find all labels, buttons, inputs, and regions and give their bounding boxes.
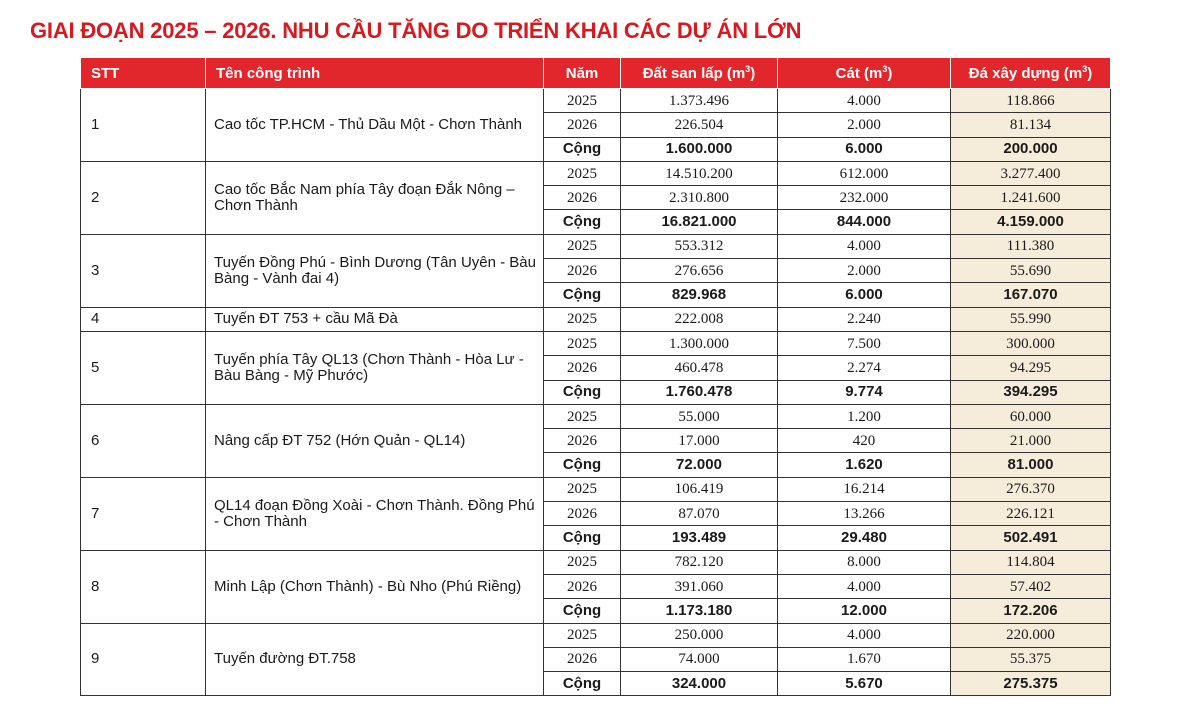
cell-stt: 8 — [81, 550, 206, 623]
cell-year: 2026 — [544, 574, 621, 598]
cell-sand: 2.240 — [778, 307, 951, 331]
cell-stone: 55.990 — [951, 307, 1111, 331]
header-stone: Đá xây dựng $(m^3)$ — [951, 58, 1111, 89]
cell-sand: 612.000 — [778, 161, 951, 185]
cell-stone: 4.159.000 — [951, 210, 1111, 234]
cell-stone: 276.370 — [951, 477, 1111, 501]
header-sand: Cát $(m^3)$ — [778, 58, 951, 89]
cell-project-name: Nâng cấp ĐT 752 (Hớn Quản - QL14) — [206, 404, 544, 477]
cell-fill: 829.968 — [621, 283, 778, 307]
cell-stone: 167.070 — [951, 283, 1111, 307]
cell-fill: 276.656 — [621, 259, 778, 283]
cell-year: Cộng — [544, 672, 621, 696]
page-title: GIAI ĐOẠN 2025 – 2026. NHU CẦU TĂNG DO TRIỂN KHAI CÁC DỰ ÁN LỚN — [30, 18, 802, 43]
cell-stone: 3.277.400 — [951, 161, 1111, 185]
cell-sand: 2.274 — [778, 356, 951, 380]
header-name: Tên công trình — [206, 58, 544, 89]
cell-sand: 1.620 — [778, 453, 951, 477]
cell-fill: 324.000 — [621, 672, 778, 696]
table-row — [81, 623, 1111, 647]
cell-year: Cộng — [544, 380, 621, 404]
cell-fill: 1.373.496 — [621, 89, 778, 113]
table-row — [81, 161, 1111, 185]
cell-fill: 2.310.800 — [621, 186, 778, 210]
cell-stt: 3 — [81, 234, 206, 307]
cell-fill: 14.510.200 — [621, 161, 778, 185]
cell-fill: 553.312 — [621, 234, 778, 258]
cell-sand: 12.000 — [778, 599, 951, 623]
cell-year: Cộng — [544, 283, 621, 307]
cell-sand: 4.000 — [778, 574, 951, 598]
cell-stone: 57.402 — [951, 574, 1111, 598]
cell-stone: 275.375 — [951, 672, 1111, 696]
cell-stone: 114.804 — [951, 550, 1111, 574]
header-year: Năm — [544, 58, 621, 89]
cell-fill: 1.600.000 — [621, 137, 778, 161]
cell-stone: 502.491 — [951, 526, 1111, 550]
cell-stone: 226.121 — [951, 502, 1111, 526]
cell-stone: 55.375 — [951, 647, 1111, 671]
cell-sand: 6.000 — [778, 137, 951, 161]
cell-year: 2026 — [544, 356, 621, 380]
cell-project-name: Cao tốc Bắc Nam phía Tây đoạn Đắk Nông – Chơn Thành — [206, 161, 544, 234]
cell-sand: 7.500 — [778, 331, 951, 355]
cell-stone: 300.000 — [951, 331, 1111, 355]
cell-fill: 193.489 — [621, 526, 778, 550]
cell-stt: 2 — [81, 161, 206, 234]
header-stt: STT — [81, 58, 206, 89]
cell-fill: 1.300.000 — [621, 331, 778, 355]
cell-year: 2025 — [544, 161, 621, 185]
cell-year: 2026 — [544, 502, 621, 526]
cell-stone: 94.295 — [951, 356, 1111, 380]
table-row — [81, 234, 1111, 258]
cell-year: 2025 — [544, 331, 621, 355]
cell-fill: 55.000 — [621, 404, 778, 428]
table-row — [81, 550, 1111, 574]
cell-sand: 4.000 — [778, 89, 951, 113]
cell-project-name: Tuyến Đồng Phú - Bình Dương (Tân Uyên - Bàu Bàng - Vành đai 4) — [206, 234, 544, 307]
cell-sand: 2.000 — [778, 259, 951, 283]
table-row — [81, 307, 1111, 331]
cell-year: 2025 — [544, 623, 621, 647]
cell-project-name: Tuyến đường ĐT.758 — [206, 623, 544, 696]
cell-sand: 5.670 — [778, 672, 951, 696]
cell-fill: 250.000 — [621, 623, 778, 647]
cell-sand: 8.000 — [778, 550, 951, 574]
cell-stone: 55.690 — [951, 259, 1111, 283]
cell-fill: 460.478 — [621, 356, 778, 380]
cell-fill: 106.419 — [621, 477, 778, 501]
cell-fill: 1.173.180 — [621, 599, 778, 623]
cell-project-name: Cao tốc TP.HCM - Thủ Dầu Một - Chơn Thành — [206, 89, 544, 162]
cell-fill: 222.008 — [621, 307, 778, 331]
cell-stone: 118.866 — [951, 89, 1111, 113]
cell-stone: 60.000 — [951, 404, 1111, 428]
cell-stone: 200.000 — [951, 137, 1111, 161]
cell-year: Cộng — [544, 137, 621, 161]
header-fill: Đất san lấp $(m^3)$ — [621, 58, 778, 89]
cell-project-name: Tuyến phía Tây QL13 (Chơn Thành - Hòa Lư - Bàu Bàng - Mỹ Phước) — [206, 331, 544, 404]
cell-fill: 1.760.478 — [621, 380, 778, 404]
cell-sand: 844.000 — [778, 210, 951, 234]
cell-sand: 29.480 — [778, 526, 951, 550]
cell-fill: 17.000 — [621, 429, 778, 453]
cell-sand: 9.774 — [778, 380, 951, 404]
cell-year: 2025 — [544, 307, 621, 331]
cell-stone: 111.380 — [951, 234, 1111, 258]
cell-fill: 782.120 — [621, 550, 778, 574]
cell-year: 2026 — [544, 186, 621, 210]
cell-project-name: Tuyến ĐT 753 + cầu Mã Đà — [206, 307, 544, 331]
cell-year: 2025 — [544, 477, 621, 501]
cell-year: 2026 — [544, 647, 621, 671]
cell-fill: 16.821.000 — [621, 210, 778, 234]
cell-project-name: QL14 đoạn Đồng Xoài - Chơn Thành. Đồng Phú - Chơn Thành — [206, 477, 544, 550]
cell-stt: 7 — [81, 477, 206, 550]
cell-stone: 172.206 — [951, 599, 1111, 623]
cell-stt: 9 — [81, 623, 206, 696]
table-row — [81, 477, 1111, 501]
cell-sand: 6.000 — [778, 283, 951, 307]
cell-project-name: Minh Lập (Chơn Thành) - Bù Nho (Phú Riềng) — [206, 550, 544, 623]
cell-year: 2025 — [544, 89, 621, 113]
cell-fill: 72.000 — [621, 453, 778, 477]
cell-stone: 394.295 — [951, 380, 1111, 404]
cell-fill: 226.504 — [621, 113, 778, 137]
cell-year: Cộng — [544, 210, 621, 234]
cell-stt: 1 — [81, 89, 206, 162]
cell-year: 2026 — [544, 429, 621, 453]
cell-sand: 13.266 — [778, 502, 951, 526]
cell-year: 2026 — [544, 259, 621, 283]
cell-stone: 81.134 — [951, 113, 1111, 137]
cell-sand: 1.670 — [778, 647, 951, 671]
cell-fill: 391.060 — [621, 574, 778, 598]
table-row — [81, 331, 1111, 355]
table-row — [81, 404, 1111, 428]
cell-sand: 4.000 — [778, 623, 951, 647]
cell-year: Cộng — [544, 526, 621, 550]
cell-year: Cộng — [544, 599, 621, 623]
cell-fill: 87.070 — [621, 502, 778, 526]
cell-year: 2025 — [544, 550, 621, 574]
cell-sand: 4.000 — [778, 234, 951, 258]
cell-year: 2025 — [544, 234, 621, 258]
cell-stt: 4 — [81, 307, 206, 331]
table-body — [81, 89, 1111, 696]
cell-stt: 5 — [81, 331, 206, 404]
cell-stone: 1.241.600 — [951, 186, 1111, 210]
cell-sand: 420 — [778, 429, 951, 453]
cell-year: 2025 — [544, 404, 621, 428]
materials-table — [80, 57, 1111, 696]
cell-stone: 21.000 — [951, 429, 1111, 453]
table-header-row — [81, 58, 1111, 89]
cell-fill: 74.000 — [621, 647, 778, 671]
cell-stone: 81.000 — [951, 453, 1111, 477]
cell-stt: 6 — [81, 404, 206, 477]
table-row — [81, 89, 1111, 113]
cell-year: Cộng — [544, 453, 621, 477]
cell-sand: 1.200 — [778, 404, 951, 428]
cell-sand: 232.000 — [778, 186, 951, 210]
cell-stone: 220.000 — [951, 623, 1111, 647]
cell-year: 2026 — [544, 113, 621, 137]
cell-sand: 16.214 — [778, 477, 951, 501]
cell-sand: 2.000 — [778, 113, 951, 137]
